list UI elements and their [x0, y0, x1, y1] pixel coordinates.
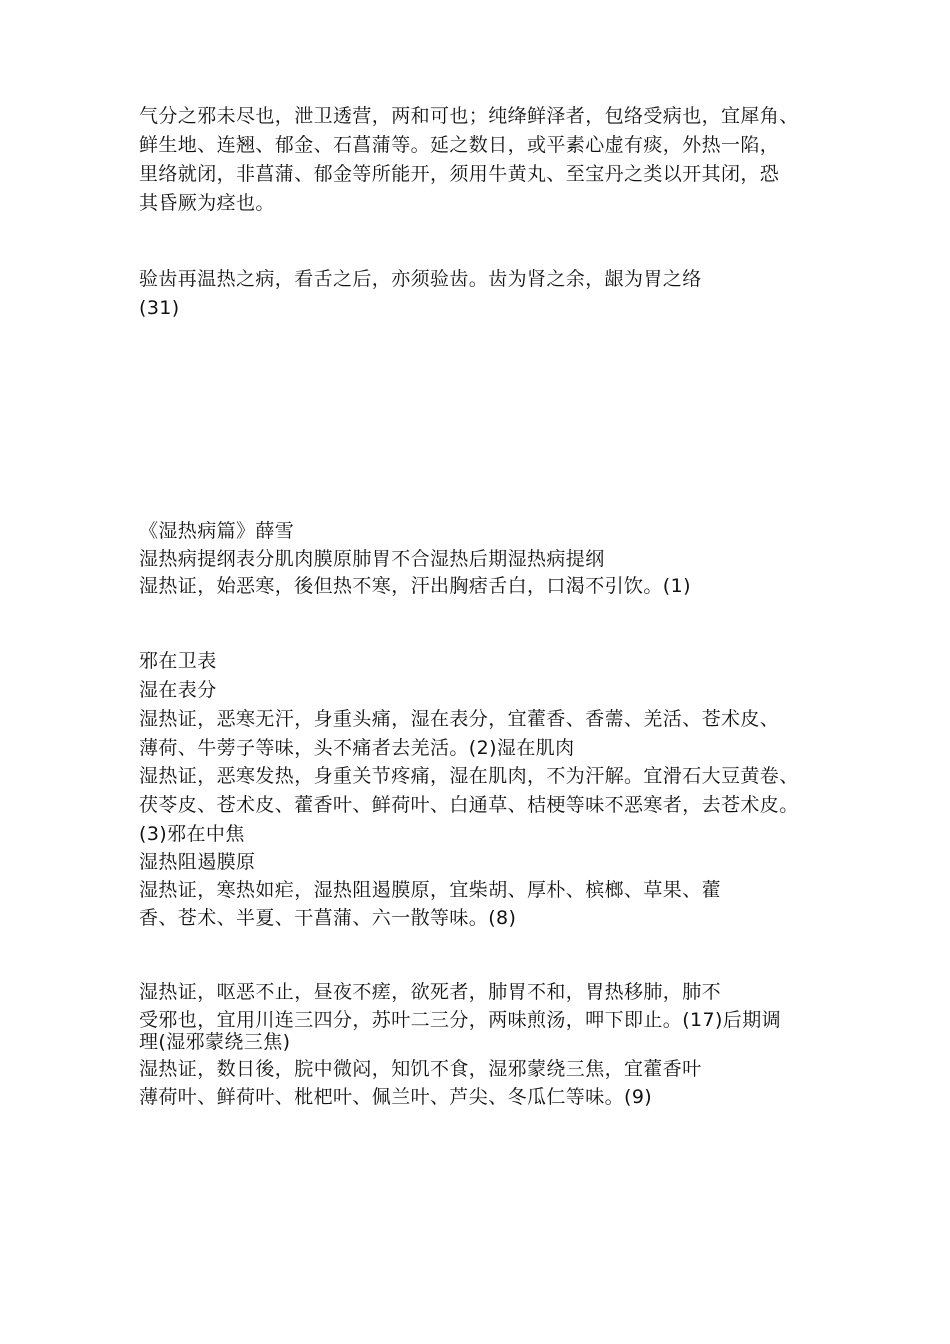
text-line: 理(湿邪蒙绕三焦) [139, 1031, 291, 1053]
subsection-heading: 湿热阻遏膜原 [139, 851, 256, 873]
text-line: 其昏厥为痉也。 [139, 192, 275, 214]
text-line: 湿热证，始恶寒，後但热不寒，汗出胸痞舌白，口渴不引饮。(1) [139, 575, 691, 597]
text-line: 湿热证，寒热如疟，湿热阻遏膜原，宜柴胡、厚朴、槟榔、草果、藿 [139, 879, 722, 901]
text-line: (31) [139, 297, 180, 319]
section-title: 《湿热病篇》薛雪 [139, 520, 295, 542]
text-line: 湿热证，数日後，脘中微闷，知饥不食，湿邪蒙绕三焦，宜藿香叶 [139, 1058, 702, 1080]
text-line: 湿热证，呕恶不止，昼夜不瘥，欲死者，肺胃不和，胃热移肺，肺不 [139, 981, 722, 1003]
text-line: 验齿再温热之病，看舌之后，亦须验齿。齿为肾之余，龈为胃之络 [139, 268, 702, 290]
text-line: 受邪也，宜用川连三四分，苏叶二三分，两味煎汤，呷下即止。(17)后期调 [139, 1009, 782, 1031]
text-line: 薄荷叶、鲜荷叶、枇杷叶、佩兰叶、芦尖、冬瓜仁等味。(9) [139, 1086, 653, 1108]
text-line: 香、苍术、半夏、干菖蒲、六一散等味。(8) [139, 907, 517, 929]
text-line: 里络就闭，非菖蒲、郁金等所能开，须用牛黄丸、至宝丹之类以开其闭，恐 [139, 163, 780, 185]
text-line: 气分之邪未尽也，泄卫透营，两和可也；纯绛鲜泽者，包络受病也，宜犀角、 [139, 105, 799, 127]
text-line: (3)邪在中焦 [139, 823, 245, 845]
section-heading: 邪在卫表 [139, 650, 217, 672]
text-line: 鲜生地、连翘、郁金、石菖蒲等。延之数日，或平素心虚有痰，外热一陷， [139, 134, 780, 156]
text-line: 茯苓皮、苍术皮、藿香叶、鲜荷叶、白通草、桔梗等味不恶寒者，去苍术皮。 [139, 794, 799, 816]
text-line: 湿热病提纲表分肌肉膜原肺胃不合湿热后期湿热病提纲 [139, 548, 605, 570]
text-line: 湿热证，恶寒发热，身重关节疼痛，湿在肌肉，不为汗解。宜滑石大豆黄卷、 [139, 765, 799, 787]
text-line: 湿热证，恶寒无汗，身重头痛，湿在表分，宜藿香、香薷、羌活、苍术皮、 [139, 708, 780, 730]
subsection-heading: 湿在表分 [139, 679, 217, 701]
text-line: 薄荷、牛蒡子等味，头不痛者去羌活。(2)湿在肌肉 [139, 737, 575, 759]
